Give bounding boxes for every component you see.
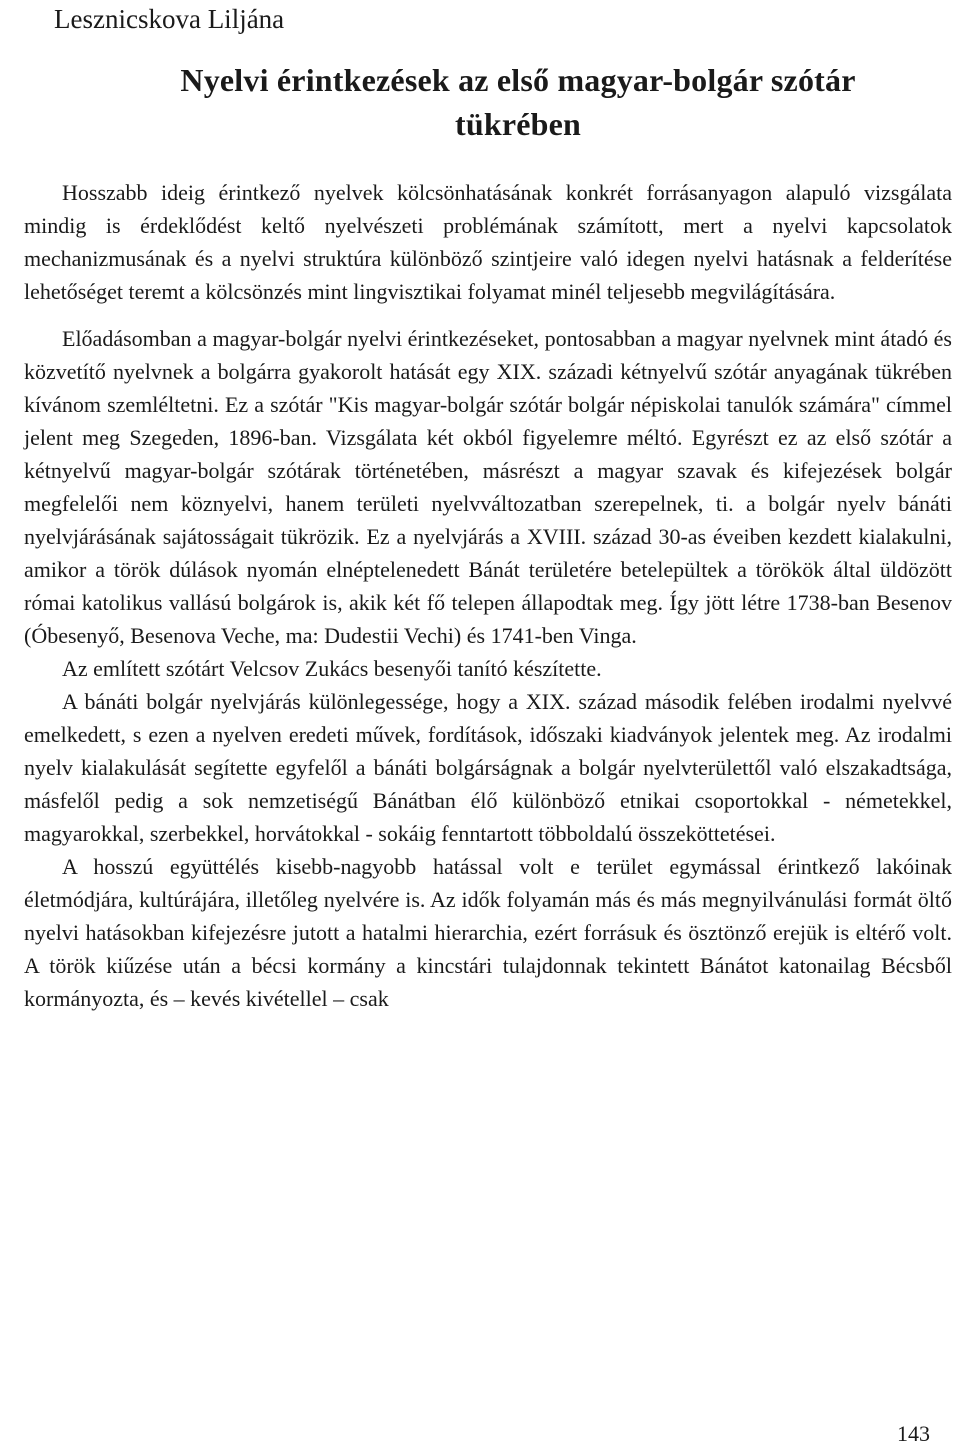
article-body [24, 176, 952, 1015]
article-title-line-2: tükrében [454, 106, 582, 142]
page-number: 143 [897, 1421, 930, 1446]
article-title-line-1: Nyelvi érintkezések az első magyar-bolgár szótár [180, 62, 856, 98]
paragraph-coexistence: A hosszú együttélés kisebb-nagyobb hatással volt e terület egymással érintkező lakóinak életmódjára, kultúrájára, illetőleg nyelvére is. Az idők folyamán más és más megnyilvánulási formát öltő nyelvi hatásokban kifejezésre jutott a hatalmi hierarchia, ezért forrásuk és ösztönző erejük is eltérő volt. A török kiűzése után a bécsi kormány a kincstári tulajdonnak tekintett Bánátot katonailag Bécsből kormányozta, és – kevés kivétellel – csak [24, 854, 952, 1011]
paragraph-dialect: A bánáti bolgár nyelvjárás különlegessége, hogy a XIX. század második felében irodalmi nyelvvé emelkedett, s ezen a nyelven eredeti művek, fordítások, időszaki kiadványok jelentek meg. Az irodalmi nyelv kialakulását segítette egyfelől a bánáti bolgárságnak a bolgár nyelvterülettől való elszakadtsága, másfelől pedig a sok nemzetiségű Bánátban élő különböző etnikai csoportokkal - németekkel, magyarokkal, szerbekkel, horvátokkal - sokáig fenntartott többoldalú összeköttetései. [24, 689, 952, 846]
paragraph-intro: Hosszabb ideig érintkező nyelvek kölcsönhatásának konkrét forrásanyagon alapuló vizsgálata mindig is érdeklődést keltő nyelvészeti problémának számított, mert a nyelvi kapcsolatok mechanizmusának és a nyelvi struktúra különböző szintjeire való idegen nyelvi hatásnak a felderítése lehetőséget teremt a kölcsönzés mint lingvisztikai folyamat minél teljesebb megvilágítására. [24, 180, 952, 304]
author-name: Lesznicskova Liljána [54, 4, 285, 34]
document-page [24, 0, 952, 1454]
article-title [84, 58, 952, 146]
paragraph-dictionary: Előadásomban a magyar-bolgár nyelvi érintkezéseket, pontosabban a magyar nyelvnek mint átadó és közvetítő nyelvnek a bolgárra gyakorolt hatását egy XIX. századi kétnyelvű szótár anyagának tükrében kívánom szemléltetni. Ez a szótár "Kis magyar-bolgár szótár bolgár népiskolai tanulók számára" címmel jelent meg Szegeden, 1896-ban. Vizsgálata két okból figyelemre méltó. Egyrészt ez az első szótár a kétnyelvű magyar-bolgár szótárak történetében, másrészt a magyar szavak és kifejezések bolgár megfelelői nem köznyelvi, hanem területi nyelvváltozatban szerepelnek, ti. a bolgár nyelv bánáti nyelvjárásának sajátosságait tükrözik. Ez a nyelvjárás a XVIII. század 30-as éveiben kezdett kialakulni, amikor a török dúlások nyomán elnéptelenedett Bánát területére betelepültek a törökök által üldözött római katolikus vallású bolgárok is, akik két fő telepen állapodtak meg. Így jött létre 1738-ban Besenov (Óbesenyő, Besenova Veche, ma: Dudestii Vechi) és 1741-ben Vinga. [24, 326, 952, 648]
paragraph-author-of-dictionary: Az említett szótárt Velcsov Zukács besenyői tanító készítette. [62, 656, 602, 681]
